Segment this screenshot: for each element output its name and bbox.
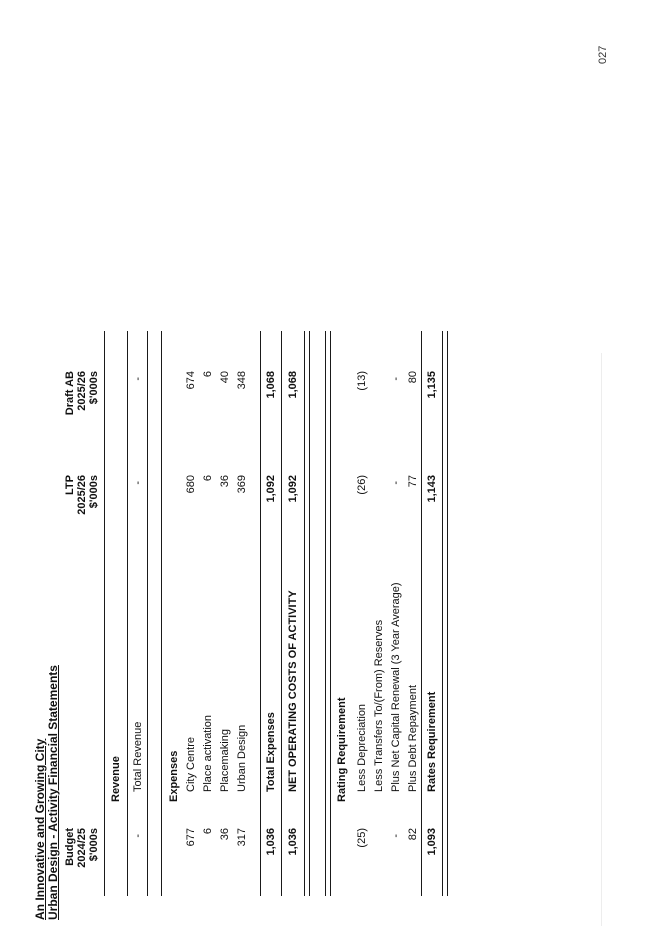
table-row-total-revenue — [127, 331, 148, 896]
draft-ab-value: - — [390, 377, 402, 381]
document-title-line1: An Innovative and Growing City — [33, 738, 47, 920]
spacer-row — [310, 331, 325, 896]
table-row-rates-requirement — [421, 331, 442, 896]
budget-value: 1,036 — [287, 828, 299, 856]
budget-value: (25) — [356, 828, 368, 848]
row-label: Total Expenses — [265, 712, 277, 792]
draft-ab-value: 1,068 — [265, 371, 277, 399]
row-label: Plus Net Capital Renewal (3 Year Average) — [390, 582, 402, 792]
table-row-plus-net-capital-renewal — [387, 331, 404, 896]
row-label: NET OPERATING COSTS OF ACTIVITY — [287, 590, 299, 792]
budget-value: 36 — [219, 828, 231, 841]
ltp-value: 77 — [407, 475, 419, 488]
row-label: City Centre — [185, 736, 197, 792]
column-header-draft-ab: Draft AB 2025/26 $'000s — [64, 371, 100, 416]
section-header-expenses: Expenses — [161, 331, 182, 896]
table-row-urban-design — [233, 331, 250, 896]
row-label: Total Revenue — [131, 721, 144, 792]
row-label: Placemaking — [219, 729, 231, 792]
row-label: Less Transfers To/(From) Reserves — [373, 619, 385, 792]
column-header-budget: Budget 2024/25 $'000s — [64, 828, 100, 868]
table-row-placemaking — [216, 331, 233, 896]
row-label: Rates Requirement — [426, 691, 438, 792]
section-header-revenue: Revenue — [110, 756, 122, 802]
budget-value: 6 — [202, 828, 214, 835]
ltp-value: 1,143 — [426, 475, 438, 503]
budget-value: 317 — [236, 828, 248, 847]
budget-value: - — [390, 834, 402, 838]
draft-ab-value: 1,135 — [426, 371, 438, 399]
table-row-total-expenses — [260, 331, 282, 896]
table-row-less-transfers-reserves — [370, 331, 387, 896]
page-number: 027 — [597, 45, 609, 64]
ltp-value: 1,092 — [265, 475, 277, 503]
budget-value: 1,036 — [265, 828, 277, 856]
table-row-net-operating-costs — [282, 331, 304, 896]
ltp-value: - — [390, 481, 402, 485]
draft-ab-value: 6 — [202, 371, 214, 378]
ltp-value: 369 — [236, 475, 248, 494]
draft-ab-value: 40 — [219, 371, 231, 384]
print-area-faint-rule — [601, 353, 602, 926]
ltp-value: 6 — [202, 475, 214, 482]
ltp-value: 1,092 — [287, 475, 299, 503]
draft-ab-value: 674 — [185, 371, 197, 390]
draft-ab-value: 1,068 — [287, 371, 299, 399]
table-header-row — [64, 331, 105, 896]
ltp-value: 36 — [219, 475, 231, 488]
table-row-city-centre — [182, 331, 199, 896]
draft-ab-value: - — [131, 377, 144, 381]
table-row-plus-debt-repayment — [404, 331, 421, 896]
table-row-place-activation — [199, 331, 216, 896]
activity-financial-table — [64, 331, 448, 896]
financial-statement-document — [34, 331, 448, 920]
row-label: Less Depreciation — [356, 703, 368, 792]
table-row-less-depreciation — [353, 331, 370, 896]
draft-ab-value: (13) — [356, 371, 368, 391]
double-rule — [442, 331, 448, 896]
budget-value: 82 — [407, 828, 419, 841]
row-label: Plus Debt Repayment — [407, 685, 419, 792]
draft-ab-value: 80 — [407, 371, 419, 384]
spacer-row — [250, 331, 260, 896]
ltp-value: 680 — [185, 475, 197, 494]
spacer-row — [148, 331, 161, 896]
row-label: Place activation — [202, 714, 214, 792]
budget-value: - — [131, 834, 144, 838]
row-label: Urban Design — [236, 724, 248, 792]
budget-value: 677 — [185, 828, 197, 847]
ltp-value: - — [131, 481, 144, 485]
draft-ab-value: 348 — [236, 371, 248, 390]
column-header-ltp: LTP 2025/26 $'000s — [64, 475, 100, 515]
ltp-value: (26) — [356, 475, 368, 495]
budget-value: 1,093 — [426, 828, 438, 856]
document-title-line2: Urban Design - Activity Financial Statements — [46, 665, 60, 920]
section-header-rating-requirement: Rating Requirement — [336, 697, 348, 802]
